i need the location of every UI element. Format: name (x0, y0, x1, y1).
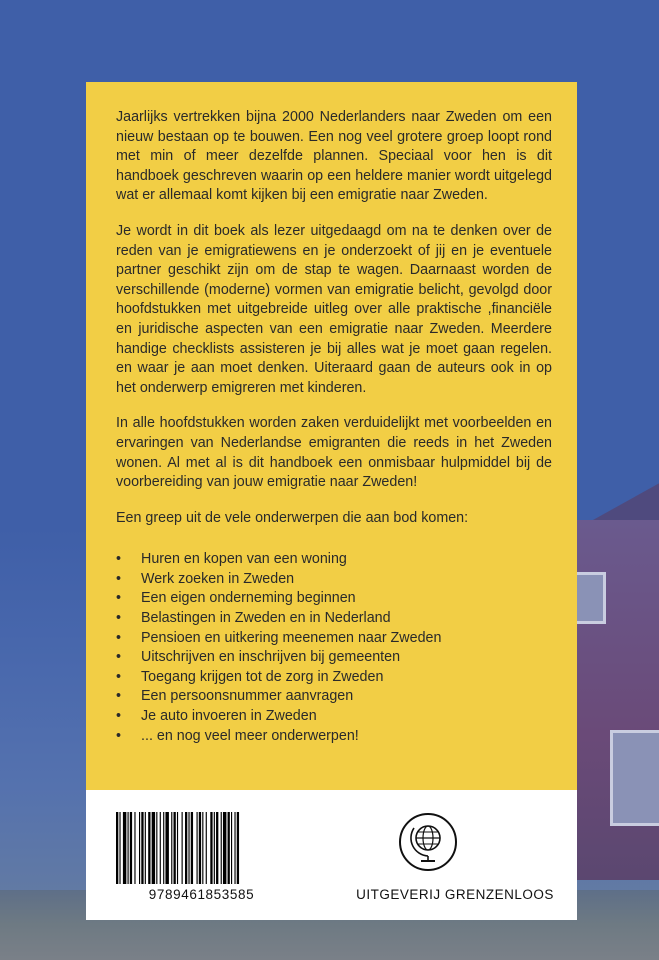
list-item (116, 687, 552, 707)
bullet-icon: • (116, 629, 122, 646)
list-item (116, 589, 552, 609)
list-item (116, 668, 552, 688)
bullet-icon: • (116, 708, 122, 725)
globe-icon (398, 812, 458, 872)
bullet-icon: • (116, 727, 122, 744)
list-item-label: Werk zoeken in Zweden (141, 570, 295, 587)
list-item-label: ... en nog veel meer onderwerpen! (141, 727, 359, 744)
house-window-upper (572, 572, 606, 624)
list-item-label: Uitschrijven en inschrijven bij gemeenten (141, 649, 401, 666)
list-item-label: Je auto invoeren in Zweden (141, 708, 317, 725)
bullet-icon: • (116, 551, 122, 568)
list-item-label: Huren en kopen van een woning (141, 551, 347, 568)
list-item-label: Pensioen en uitkering meenemen naar Zweden (141, 629, 442, 646)
bullet-icon: • (116, 610, 122, 627)
isbn-number: 9789461853585 (148, 887, 255, 902)
topic-list (116, 550, 552, 746)
paragraph-2: Je wordt in dit boek als lezer uitgedaagd om na te denken over de reden van je emigratiewens en je onderzoekt of jij en je eventuele partner geschikt zijn om de stap te wagen. Daarnaast worden de verschillende (moderne) vormen van emigratie belicht, gevolgd door hoofdstukken met uitgebreide uitleg over alle praktische ,financiële en juridische aspecten van een emigratie naar Zweden. Meerdere handige checklists assisteren je bij alles wat je moet gaan regelen. en waar je aan moet denken. Uiteraard gaan de auteurs ook in op het onderwerp emigreren met kinderen. (116, 222, 552, 396)
bullet-icon: • (116, 649, 122, 666)
list-item-label: Toegang krijgen tot de zorg in Zweden (141, 668, 384, 685)
list-item (116, 707, 552, 727)
list-item (116, 648, 552, 668)
list-item-label: Belastingen in Zweden en in Nederland (141, 610, 391, 627)
list-item (116, 609, 552, 629)
barcode (116, 812, 283, 884)
list-item (116, 550, 552, 570)
bullet-icon: • (116, 590, 122, 607)
house-window-lower (610, 730, 659, 826)
list-intro: Een greep uit de vele onderwerpen die aan bod komen: (116, 509, 469, 526)
list-item (116, 570, 552, 590)
back-cover-text (116, 108, 552, 746)
list-item-label: Een eigen onderneming beginnen (141, 590, 356, 607)
publisher-name: UITGEVERIJ GRENZENLOOS (356, 887, 554, 902)
paragraph-1: Jaarlijks vertrekken bijna 2000 Nederlanders naar Zweden om een nieuw bestaan op te bouwen. Een nog veel grotere groep loopt rond met min of meer dezelfde plannen. Speciaal voor hen is dit handboek geschreven waarin op een heldere manier wordt uitgelegd wat er allemaal komt kijken bij een emigratie naar Zweden. (116, 109, 552, 204)
bullet-icon: • (116, 668, 122, 685)
list-item (116, 629, 552, 649)
paragraph-3: In alle hoofdstukken worden zaken verduidelijkt met voorbeelden en ervaringen van Nederlandse emigranten die reeds in het Zweden wonen. Al met al is dit handboek een onmisbaar hulpmiddel bij de voorbereiding van jouw emigratie naar Zweden! (116, 415, 552, 491)
list-item (116, 727, 552, 747)
bullet-icon: • (116, 570, 122, 587)
bullet-icon: • (116, 688, 122, 705)
list-item-label: Een persoonsnummer aanvragen (141, 688, 354, 705)
